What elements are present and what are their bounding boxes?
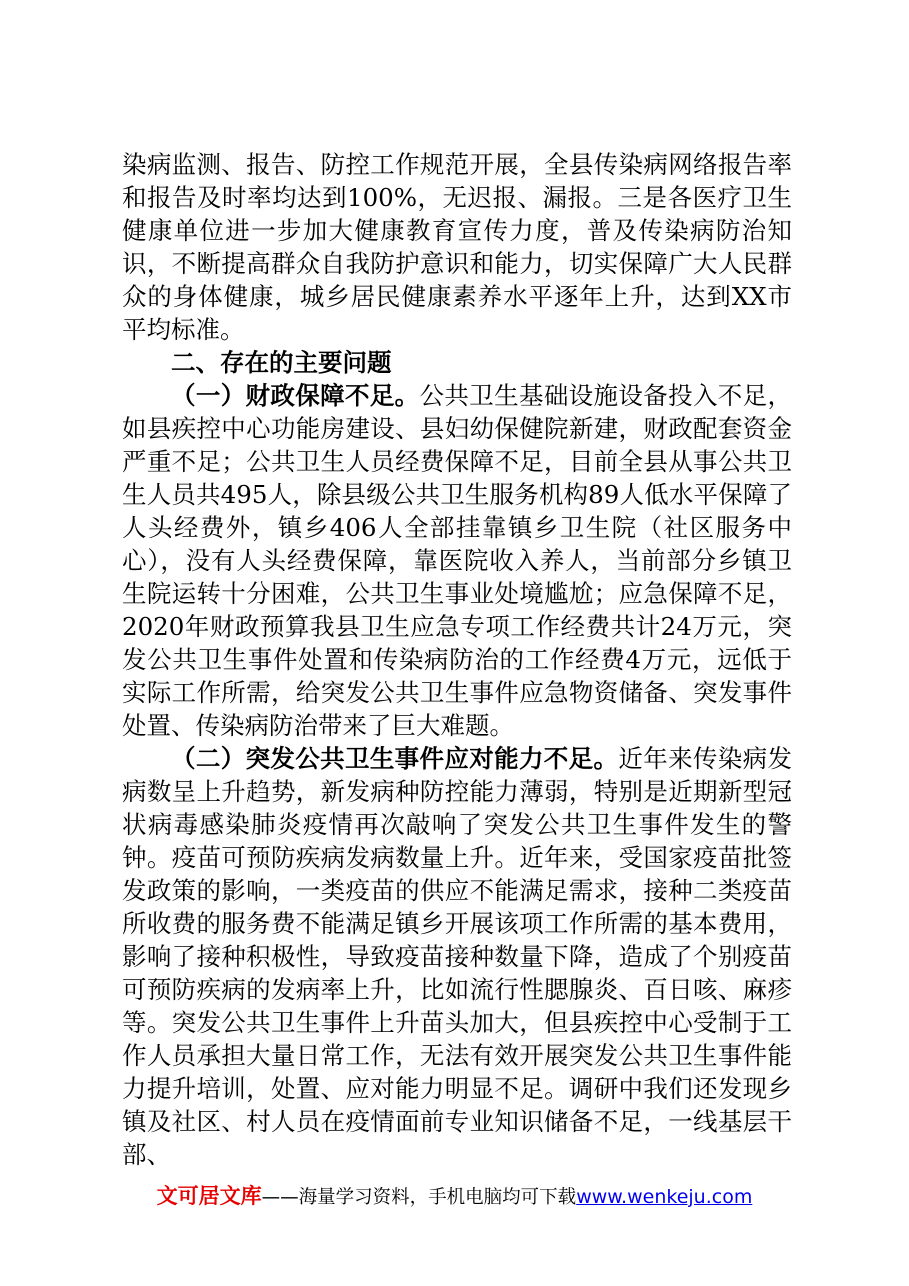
paragraph-finance-body: 公共卫生基础设施设备投入不足，如县疾控中心功能房建设、县妇幼保健院新建，财政配套资金严重不足；公共卫生人员经费保障不足，目前全县从事公共卫生人员共495人，除县级公共卫生服务机构89人低水平保障了人头经费外，镇乡406人全部挂靠镇乡卫生院（社区服务中心），没有人头经费保障，靠医院收入养人，当前部分乡镇卫生院运转十分困难，公共卫生事业处境尴尬；应急保障不足，2020年财政预算我县卫生应急专项工作经费共计24万元，突发公共卫生事件处置和传染病防治的工作经费4万元，远低于实际工作所需，给突发公共卫生事件应急物资储备、突发事件处置、传染病防治带来了巨大难题。 bbox=[122, 381, 793, 740]
section-heading: 二、存在的主要问题 bbox=[171, 348, 392, 377]
paragraph-finance bbox=[122, 379, 792, 742]
document-body bbox=[122, 148, 792, 1171]
subsection-title-finance: （一）财政保障不足。 bbox=[171, 381, 420, 410]
paragraph-continuation: 染病监测、报告、防控工作规范开展，全县传染病网络报告率和报告及时率均达到100%，无迟报、漏报。三是各医疗卫生健康单位进一步加大健康教育宣传力度，普及传染病防治知识，不断提高群众自我防护意识和能力，切实保障广大人民群众的身体健康，城乡居民健康素养水平逐年上升，达到XX市平均标准。 bbox=[122, 150, 792, 344]
footer-brand: 文可居文库 bbox=[156, 1184, 262, 1208]
footer-tagline: ——海量学习资料，手机电脑均可下载 bbox=[261, 1187, 577, 1208]
paragraph-emergency bbox=[122, 742, 792, 1171]
footer-link[interactable]: www.wenkeju.com bbox=[576, 1186, 753, 1208]
paragraph-emergency-body: 近年来传染病发病数呈上升趋势，新发病种防控能力薄弱，特别是近期新型冠状病毒感染肺炎疫情再次敲响了突发公共卫生事件发生的警钟。疫苗可预防疾病发病数量上升。近年来，受国家疫苗批签发政策的影响，一类疫苗的供应不能满足需求，接种二类疫苗所收费的服务费不能满足镇乡开展该项工作所需的基本费用，影响了接种积极性，导致疫苗接种数量下降，造成了个别疫苗可预防疾病的发病率上升，比如流行性腮腺炎、百日咳、麻疹等。突发公共卫生事件上升苗头加大，但县疾控中心受制于工作人员承担大量日常工作，无法有效开展突发公共卫生事件能力提升培训，处置、应对能力明显不足。调研中我们还发现乡镇及社区、村人员在疫情面前专业知识储备不足，一线基层干部、 bbox=[122, 744, 792, 1169]
subsection-title-emergency: （二）突发公共卫生事件应对能力不足。 bbox=[171, 744, 619, 773]
footer-banner bbox=[0, 1182, 909, 1212]
